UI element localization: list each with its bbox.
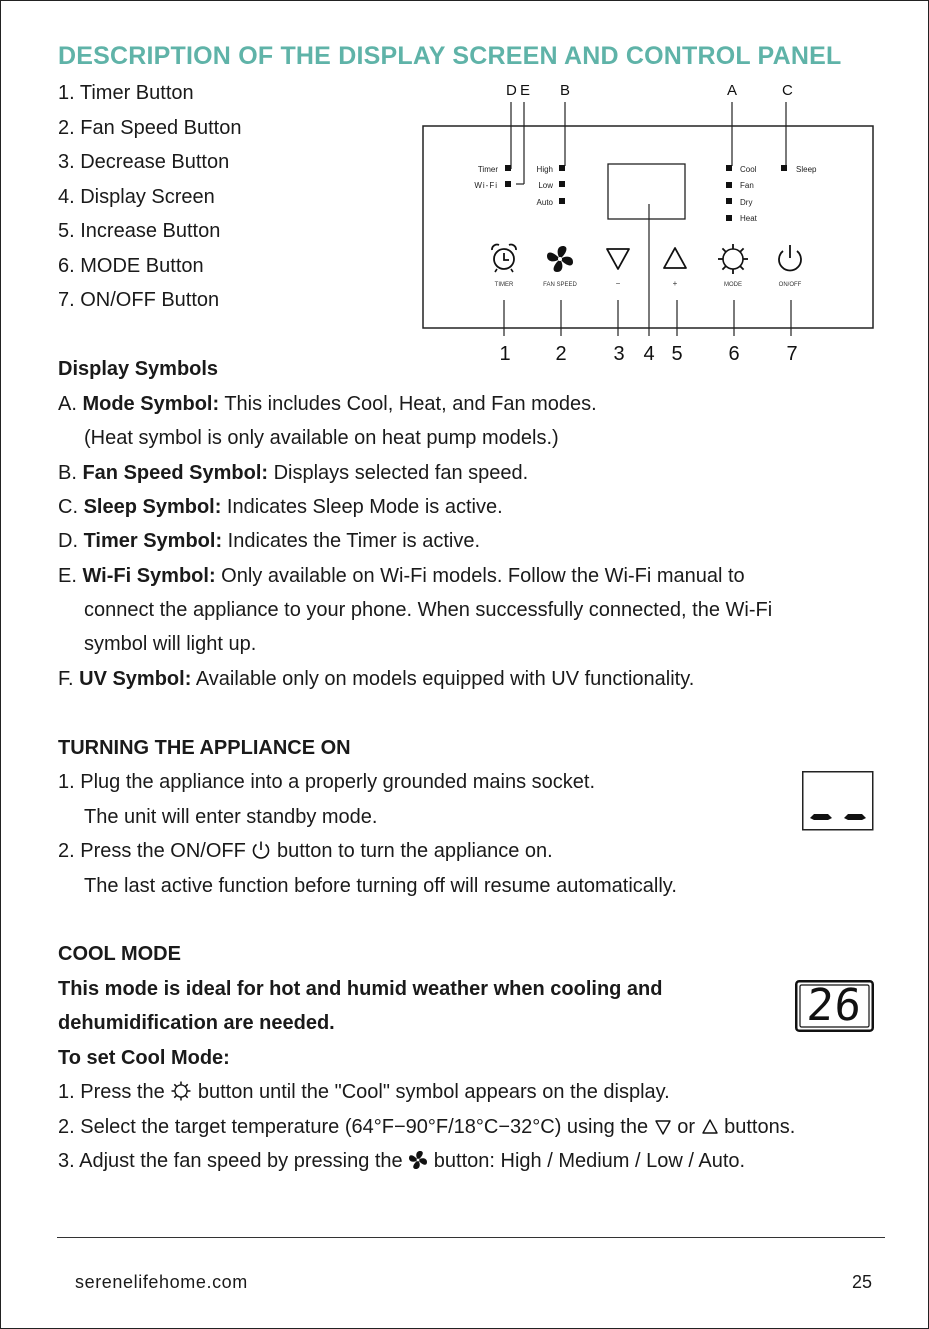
num-1: 1 — [499, 343, 511, 365]
ind-timer: Timer — [477, 165, 498, 174]
page-title: DESCRIPTION OF THE DISPLAY SCREEN AND CONTROL PANEL — [58, 42, 842, 70]
symbol-e-line3: symbol will light up. — [84, 633, 257, 655]
num-5: 5 — [671, 343, 683, 365]
btn-label-minus: − — [615, 279, 621, 288]
cool-display-icon — [795, 980, 874, 1032]
ind-low: Low — [538, 181, 553, 190]
turning-on-step-1: 1. Plug the appliance into a properly grounded mains socket. — [58, 771, 596, 793]
power-button-icon[interactable] — [779, 245, 801, 270]
ind-fan: Fan — [740, 181, 754, 190]
cool-mode-heading: COOL MODE — [58, 943, 181, 965]
btn-label-fan-speed: FAN SPEED — [543, 282, 577, 288]
list-item-timer: 1. Timer Button — [58, 82, 194, 104]
cool-mode-step-1: 1. Press the button until the "Cool" symbol appears on the display. — [58, 1081, 670, 1103]
fan-button-icon[interactable] — [547, 246, 573, 272]
cool-mode-intro-1: This mode is ideal for hot and humid weather when cooling and — [58, 978, 663, 1000]
footer-website[interactable]: serenelifehome.com — [75, 1272, 248, 1292]
cool-mode-intro-2: dehumidification are needed. — [58, 1012, 335, 1034]
symbol-d: D. Timer Symbol: Indicates the Timer is active. — [58, 530, 481, 552]
list-item-fan-speed: 2. Fan Speed Button — [58, 117, 242, 139]
control-panel-diagram — [420, 78, 890, 368]
num-6: 6 — [728, 343, 740, 365]
symbol-b: B. Fan Speed Symbol: Displays selected fan speed. — [58, 462, 529, 484]
increase-button-icon[interactable] — [664, 248, 686, 268]
turning-on-heading: TURNING THE APPLIANCE ON — [58, 737, 351, 759]
label-a: A — [727, 82, 738, 99]
ind-auto: Auto — [536, 198, 553, 207]
list-item-increase: 5. Increase Button — [58, 220, 221, 242]
display-symbols-heading: Display Symbols — [58, 358, 219, 380]
num-7: 7 — [786, 343, 798, 365]
label-d: D — [506, 82, 517, 99]
decrease-button-icon[interactable] — [607, 249, 629, 269]
list-item-decrease: 3. Decrease Button — [58, 151, 230, 173]
num-3: 3 — [613, 343, 625, 365]
footer-divider — [57, 1237, 885, 1238]
page-number: 25 — [852, 1272, 873, 1292]
btn-label-plus: + — [672, 279, 678, 288]
standby-display-icon — [802, 771, 874, 831]
cool-display-value: 26 — [805, 980, 864, 1031]
symbol-c: C. Sleep Symbol: Indicates Sleep Mode is active. — [58, 496, 503, 518]
panel-outline — [423, 126, 873, 328]
num-4: 4 — [643, 343, 655, 365]
symbol-a-note: (Heat symbol is only available on heat pump models.) — [84, 427, 559, 449]
list-item-display: 4. Display Screen — [58, 186, 215, 208]
symbol-a: A. Mode Symbol: This includes Cool, Heat, and Fan modes. — [58, 393, 597, 415]
timer-button-icon[interactable] — [492, 245, 516, 272]
cool-mode-subheading: To set Cool Mode: — [58, 1047, 230, 1069]
ind-high: High — [536, 165, 553, 174]
label-e: E — [520, 82, 531, 99]
symbol-f: F. UV Symbol: Available only on models equipped with UV functionality. — [58, 668, 695, 690]
btn-label-timer: TIMER — [494, 282, 514, 288]
ind-dry: Dry — [740, 198, 753, 207]
mode-gear-icon — [170, 1081, 192, 1101]
ind-heat: Heat — [740, 214, 757, 223]
turning-on-step-1-note: The unit will enter standby mode. — [84, 806, 378, 828]
mode-button-icon[interactable] — [718, 244, 748, 274]
cool-mode-step-3: 3. Adjust the fan speed by pressing the button: High / Medium / Low / Auto. — [58, 1150, 746, 1172]
fan-icon — [408, 1150, 428, 1170]
symbol-e-line2: connect the appliance to your phone. When successfully connected, the Wi-Fi — [84, 599, 773, 621]
turning-on-step-2-note: The last active function before turning off will resume automatically. — [84, 875, 677, 897]
ind-cool: Cool — [740, 165, 757, 174]
turning-on-step-2: 2. Press the ON/OFF button to turn the appliance on. — [58, 840, 553, 862]
list-item-mode: 6. MODE Button — [58, 255, 204, 277]
list-item-onoff: 7. ON/OFF Button — [58, 289, 220, 311]
num-2: 2 — [555, 343, 567, 365]
cool-mode-step-2: 2. Select the target temperature (64°F−90°F/18°C−32°C) using the or buttons. — [58, 1116, 796, 1138]
ind-wifi: Wi-Fi — [474, 181, 498, 190]
btn-label-onoff: ON/OFF — [778, 282, 802, 288]
power-icon — [251, 840, 271, 860]
label-b: B — [560, 82, 571, 99]
increase-triangle-icon — [701, 1118, 719, 1136]
btn-label-mode: MODE — [724, 282, 742, 288]
ind-sleep: Sleep — [796, 165, 817, 174]
label-c: C — [782, 82, 793, 99]
symbol-e: E. Wi-Fi Symbol: Only available on Wi-Fi models. Follow the Wi-Fi manual to — [58, 565, 745, 587]
decrease-triangle-icon — [654, 1118, 672, 1136]
display-screen — [608, 164, 685, 219]
